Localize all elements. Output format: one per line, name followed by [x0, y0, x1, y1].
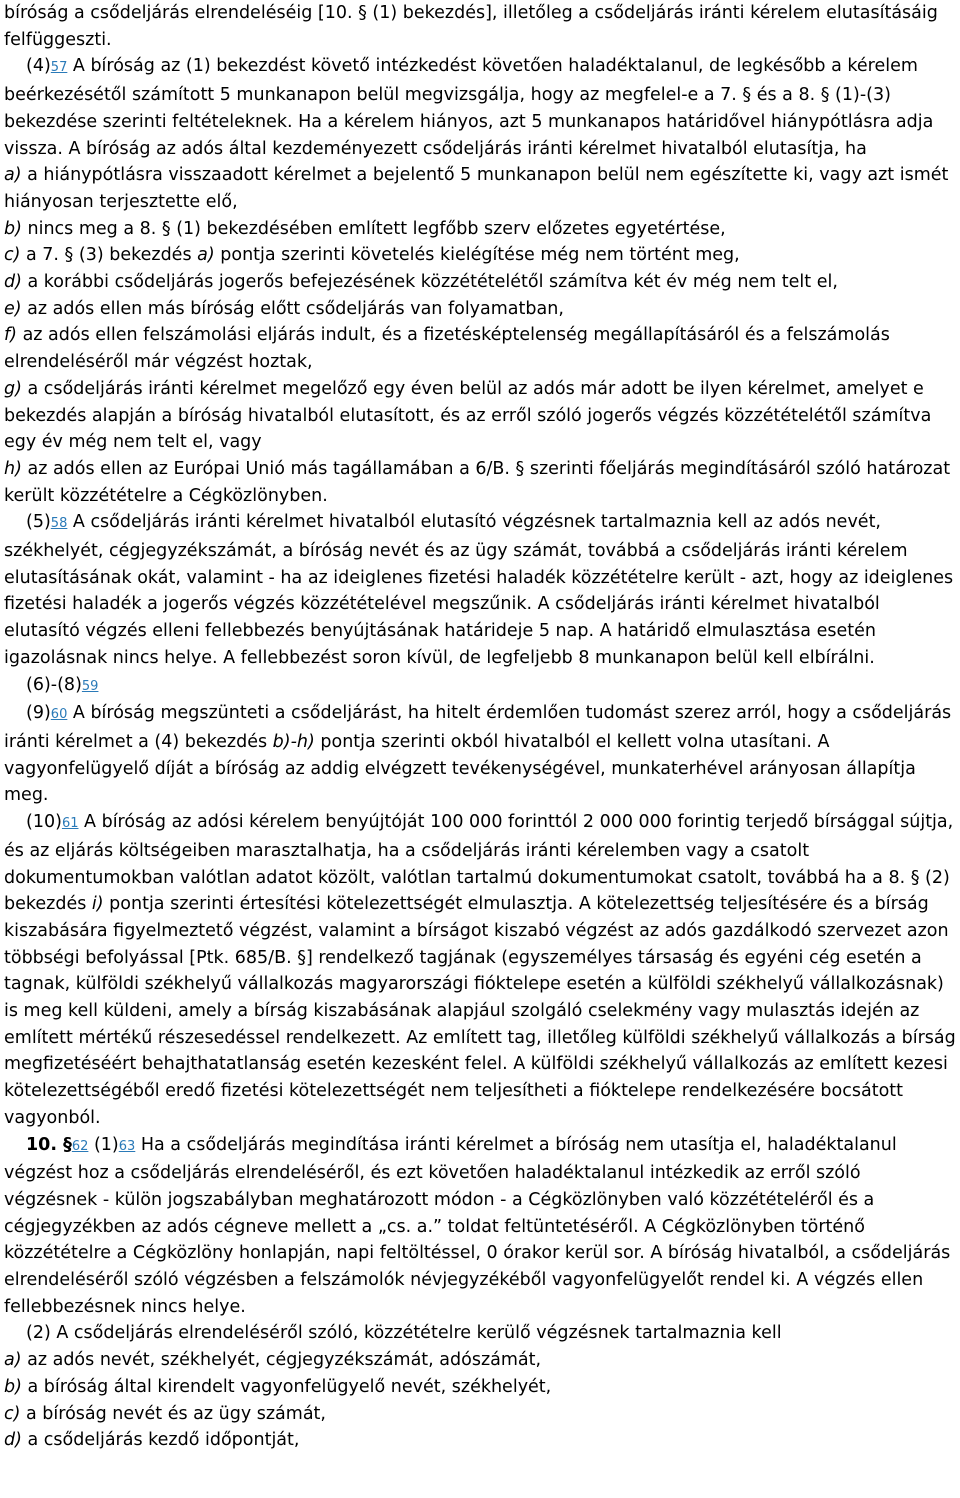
text-run: (1): [88, 1134, 119, 1155]
item-marker: g): [4, 378, 22, 399]
item-marker: h): [4, 458, 22, 479]
item-marker: a): [197, 245, 215, 266]
paragraph: [4, 0, 956, 53]
paragraph: [4, 376, 956, 456]
text-run: (2) A csődeljárás elrendeléséről szóló, közzétételre kerülő végzésnek tartalmaznia kell: [26, 1323, 782, 1344]
text-run: (9): [26, 703, 51, 724]
text-run: a csődeljárás kezdő időpontját,: [21, 1430, 300, 1451]
paragraph: [4, 1347, 956, 1374]
item-marker: c): [4, 1403, 21, 1424]
text-run: A bíróság megszünteti a csődeljárást, ha hitelt érdemlően tudomást szerez arról, hogy a csődeljárás iránti kérelmet a (4) bekezdés: [4, 703, 952, 752]
item-marker: i): [91, 894, 104, 915]
item-marker: d): [4, 1430, 22, 1451]
text-run: A csődeljárás iránti kérelmet hivatalból elutasító végzésnek tartalmaznia kell az adós nevét, székhelyét, cégjegyzékszámát, a bíróság nevét és az ügy számát, továbbá a csődeljárás iránti kérelem elutasításának okát, valamint - ha az ideiglenes fizetési haladék közzétételre került - azt, hogy az ideiglenes fizetési haladék a jogerős végzés közzétételével megszűnik. A csődeljárás iránti kérelmet hivatalból elutasító végzés elleni fellebbezés benyújtásának határideje 5 nap. A határidő elmulasztása esetén igazolásnak nincs helye. A fellebbezést soron kívül, de legfeljebb 8 munkanapon belül kell elbírálni.: [4, 512, 954, 668]
item-marker: a): [4, 1350, 22, 1371]
text-run: a hiánypótlásra visszaadott kérelmet a bejelentő 5 munkanapon belül nem egészítette ki, vagy azt ismét hiányosan terjesztette elő,: [4, 165, 949, 212]
paragraph: [4, 1401, 956, 1428]
paragraph: [4, 509, 956, 671]
text-run: pontja szerinti követelés kielégítése még nem történt meg,: [214, 245, 740, 266]
text-run: bíróság a csődeljárás elrendeléséig [10. § (1) bekezdés], illetőleg a csődeljárás iránti kérelem elutasításáig felfüggeszti.: [4, 3, 938, 50]
item-marker: b): [4, 1376, 22, 1397]
text-run: a bíróság nevét és az ügy számát,: [20, 1403, 326, 1424]
paragraph: [4, 1427, 956, 1454]
paragraph: [4, 672, 956, 701]
text-run: az adós ellen az Európai Unió más tagállamában a 6/B. § szerinti főeljárás megindításáról szóló határozat került közzétételre a Cégközlönyben.: [4, 458, 951, 506]
text-run: az adós nevét, székhelyét, cégjegyzékszámát, adószámát,: [21, 1350, 542, 1371]
text-run: Ha a csődeljárás megindítása iránti kérelmet a bíróság nem utasítja el, haladéktalanul végzést hoz a csődeljárás elrendeléséről, és ezt követően haladéktalanul intézkedik az erről szóló végzésnek - külön jogszabályban meghatározott módon - a Cégközlönyben való közzétételéről és a cégjegyzékben az adós cégneve mellett a „cs. a.” toldat feltüntetéséről. A Cégközlönyben történő közzétételre a Cégközlöny honlapján, napi feltöltéssel, 0 órakor kerül sor. A bíróság hivatalból, a csődeljárás elrendeléséről szóló végzésben a felszámolók névjegyzékéből vagyonfelügyelőt rendel ki. A végzés ellen fellebbezésnek nincs helye.: [4, 1134, 951, 1317]
paragraph: [4, 53, 956, 162]
item-marker: f): [4, 325, 17, 346]
footnote-link[interactable]: 57: [50, 60, 68, 76]
text-run: a 7. § (3) bekezdés: [20, 245, 198, 266]
text-run: a korábbi csődeljárás jogerős befejezésének közzétételétől számítva két év még nem telt el,: [21, 272, 838, 293]
paragraph: [4, 162, 956, 215]
paragraph: [4, 216, 956, 243]
footnote-link[interactable]: 61: [61, 816, 79, 832]
footnote-link[interactable]: 62: [71, 1138, 89, 1154]
paragraph: [4, 700, 956, 809]
item-marker: e): [4, 298, 22, 319]
item-marker: b)-h): [272, 731, 315, 752]
paragraph: [4, 242, 956, 269]
paragraph: [4, 296, 956, 323]
text-run: (6)-(8): [26, 674, 82, 695]
text-run: A bíróság az adósi kérelem benyújtóját 100 000 forinttól 2 000 000 forintig terjedő bírsággal sújtja, és az eljárás költségeiben marasztalhatja, ha a csődeljárás iránti kérelemben vagy a csatolt dokumentumokban valótlan adatot közölt, valótlan tartalmú dokumentumokat csatolt, továbbá ha a 8. § (2) bekezdés: [4, 812, 954, 915]
footnote-link[interactable]: 59: [81, 678, 99, 694]
paragraph: [4, 1320, 956, 1347]
text-run: nincs meg a 8. § (1) bekezdésében említett legfőbb szerv előzetes egyetértése,: [21, 218, 726, 239]
text-run: (10): [26, 812, 62, 833]
footnote-link[interactable]: 58: [50, 516, 68, 532]
text-run: a bíróság által kirendelt vagyonfelügyelő nevét, székhelyét,: [21, 1376, 552, 1397]
text-run: pontja szerinti okból hivatalból el kellett volna utasítani. A vagyonfelügyelő díját a bíróság az addig elvégzett tevékenységével, munkaterhével arányosan állapítja meg.: [4, 731, 916, 806]
footnote-link[interactable]: 63: [118, 1138, 136, 1154]
text-run: pontja szerinti értesítési kötelezettségét elmulasztja. A kötelezettség teljesítésére és a bírság kiszabására figyelmeztető végzést, valamint a bírságot kiszabó végzést az adós gazdálkodó szervezet azon többségi befolyással [Ptk. 685/B. §] rendelkező tagjának (egyszemélyes társaság és egyéni cég esetén a tagnak, külföldi székhelyű vállalkozás magyarországi fióktelepe esetén a külföldi székhelyű vállalkozásnak) is meg kell küldeni, amely a bírság kiszabásának alapjául szolgáló cselekmény vagy mulasztás idején az említett mértékű részesedéssel rendelkezett. Az említett tag, illetőleg külföldi székhelyű vállalkozás a bírság megfizetéséért behajthatatlanság esetén kezesként felel. A külföldi székhelyű vállalkozás az említett kezesi kötelezettségéből eredő fizetési kötelezettségét nem teljesítheti a fióktelepe rendelkezésére bocsátott vagyonból.: [4, 894, 956, 1128]
text-run: a csődeljárás iránti kérelmet megelőző egy éven belül az adós már adott be ilyen kérelmet, amelyet e bekezdés alapján a bíróság hivatalból elutasított, és az erről szóló jogerős végzés közzétételétől számítva egy év még nem telt el, vagy: [4, 378, 932, 453]
paragraph: [4, 322, 956, 375]
section-number: 10. §: [26, 1134, 72, 1155]
item-marker: a): [4, 165, 22, 186]
item-marker: d): [4, 272, 22, 293]
paragraph: [4, 809, 956, 1131]
paragraph: [4, 456, 956, 509]
text-run: az adós ellen felszámolási eljárás indult, és a fizetésképtelenség megállapításáról és a felszámolás elrendeléséről már végzést hoztak,: [4, 325, 890, 373]
paragraph: [4, 1132, 956, 1321]
text-run: (5): [26, 512, 51, 533]
text-run: A bíróság az (1) bekezdést követő intézkedést követően haladéktalanul, de legkésőbb a kérelem beérkezésétől számított 5 munkanapon belül megvizsgálja, hogy az megfelel-e a 7. § és a 8. § (1)-(3) bekezdése szerinti feltételeknek. Ha a kérelem hiányos, azt 5 munkanapos határidővel hiánypótlásra adja vissza. A bíróság az adós által kezdeményezett csődeljárás iránti kérelmet hivatalból elutasítja, ha: [4, 56, 934, 159]
text-run: az adós ellen más bíróság előtt csődeljárás van folyamatban,: [21, 298, 564, 319]
footnote-link[interactable]: 60: [50, 707, 68, 723]
item-marker: c): [4, 245, 21, 266]
item-marker: b): [4, 218, 22, 239]
paragraph: [4, 269, 956, 296]
paragraph: [4, 1374, 956, 1401]
text-run: (4): [26, 56, 51, 77]
